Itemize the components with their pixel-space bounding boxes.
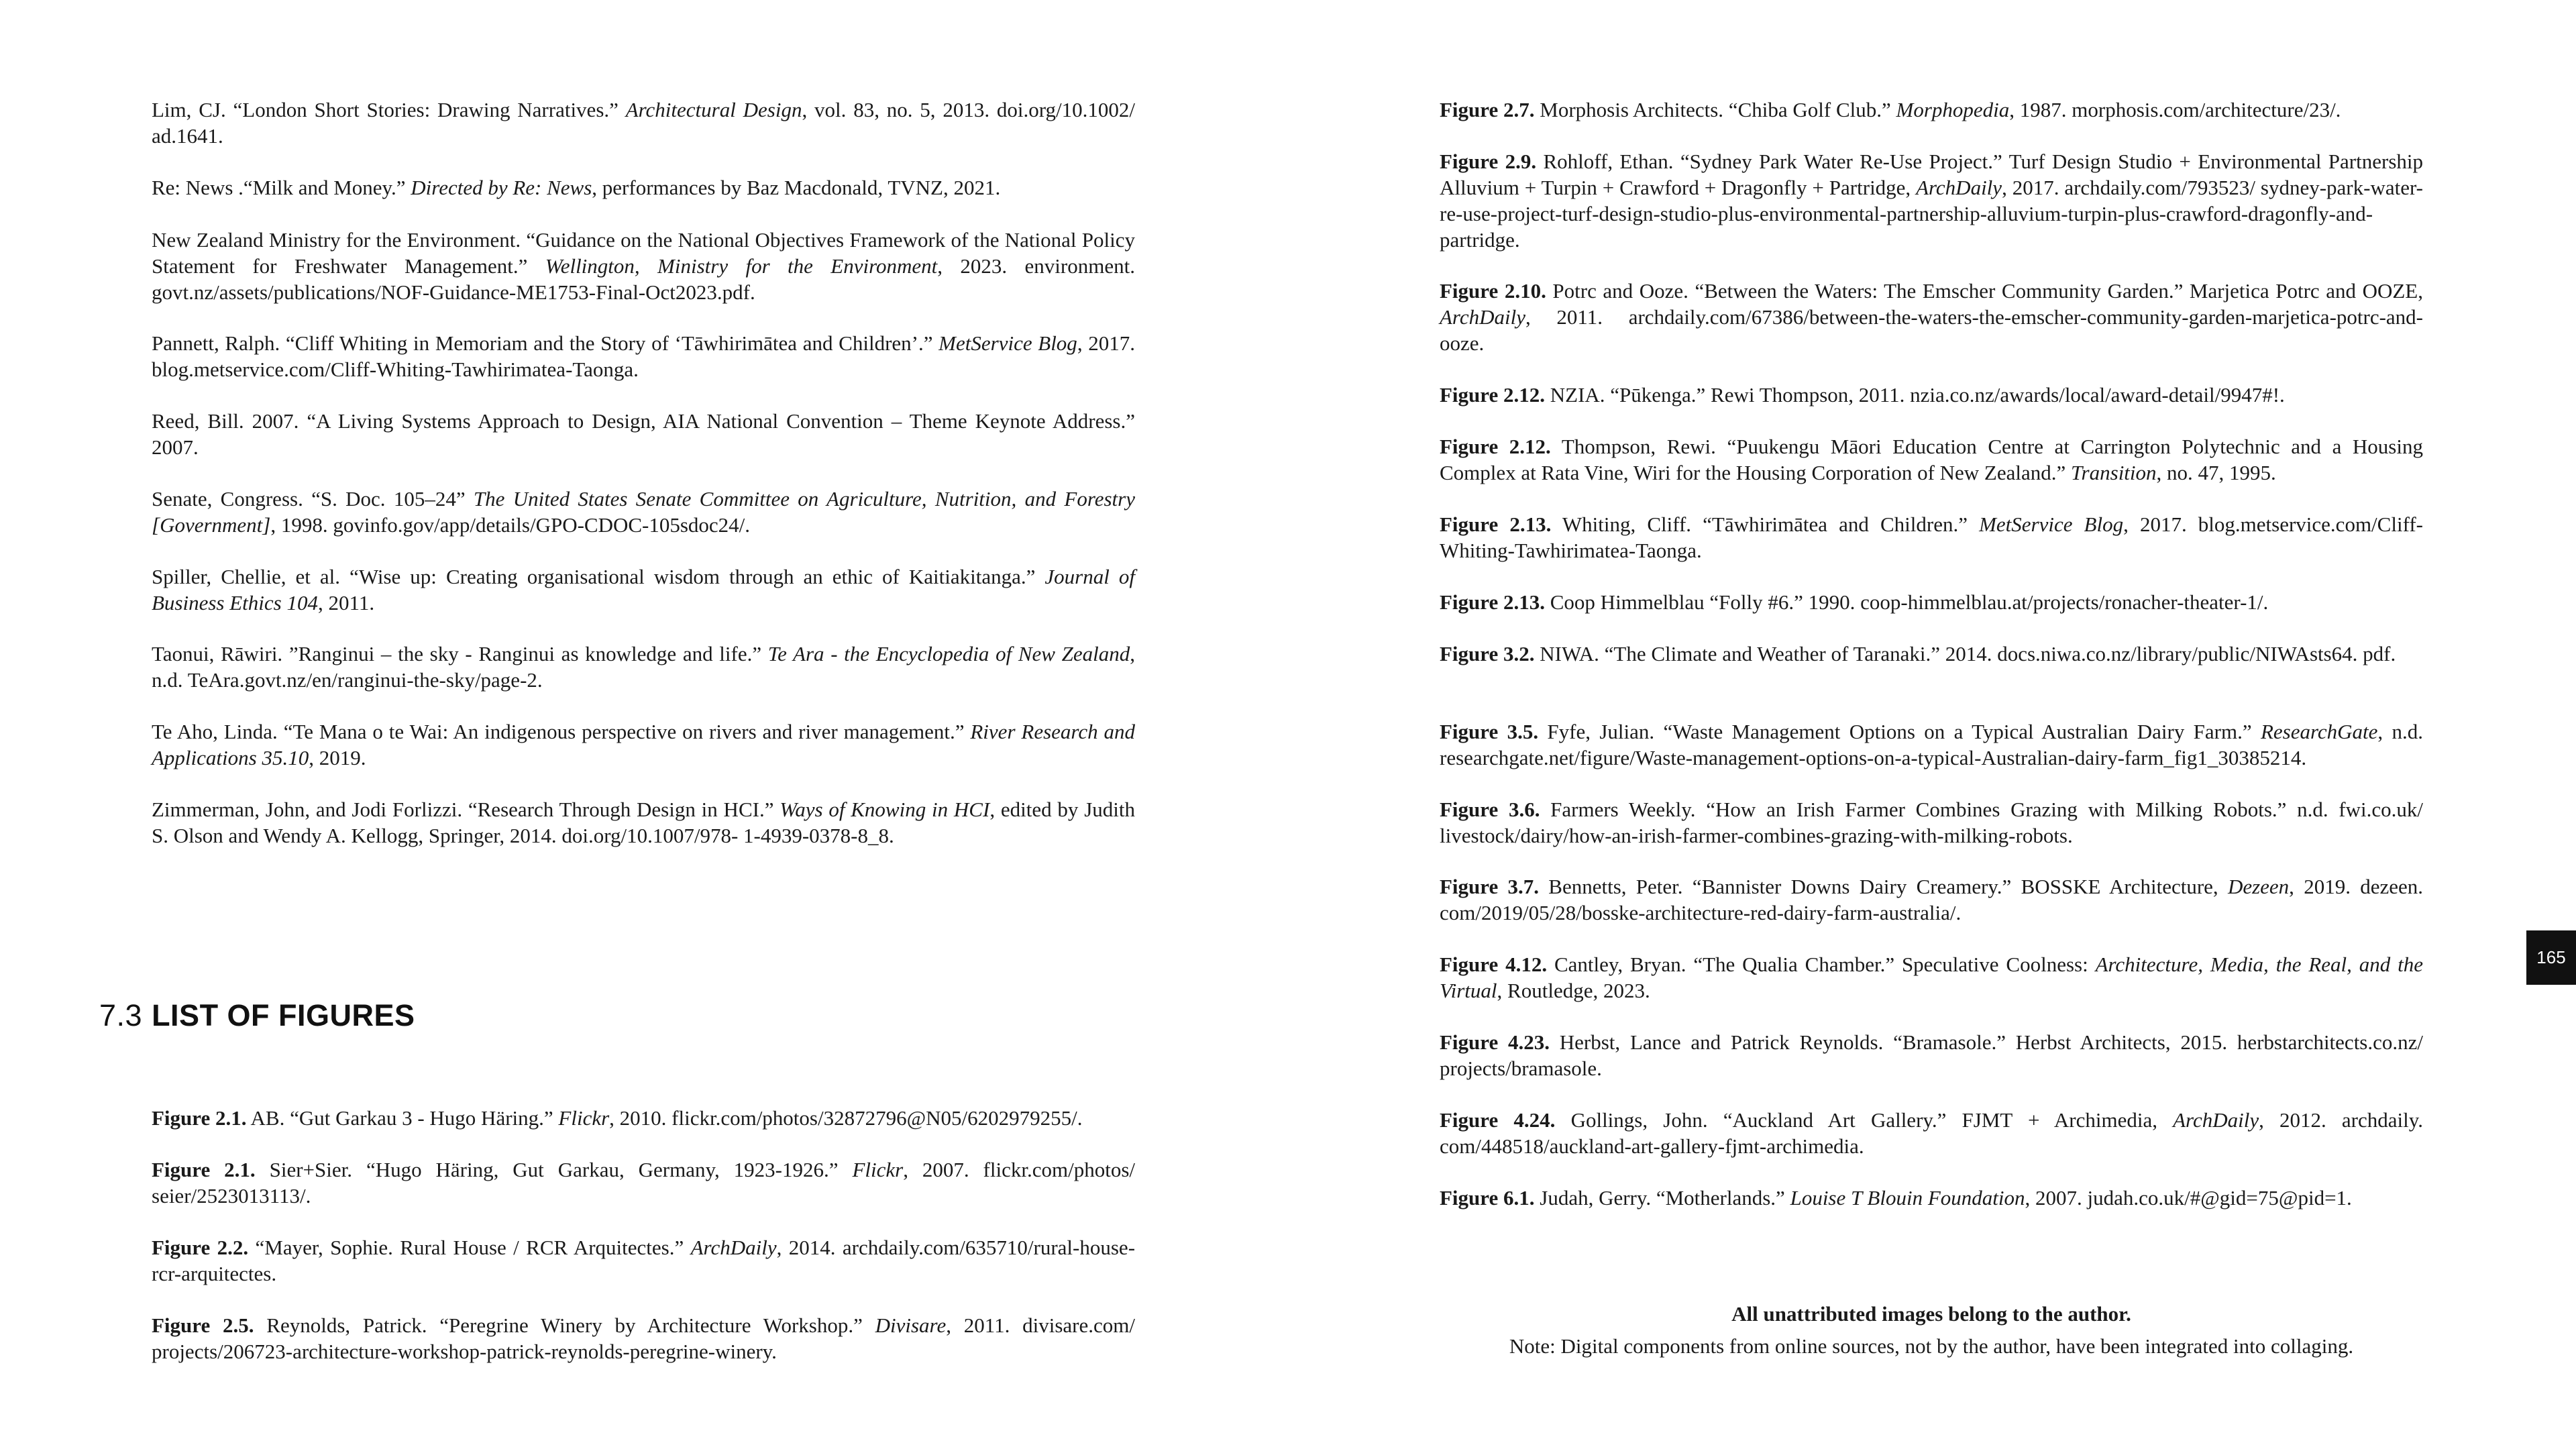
figure-entry (152, 1105, 1135, 1131)
page-number: 165 (2536, 947, 2566, 967)
entry-text: , vol. 83, no. 5, 2013. doi.org/10.1002/ ad.1641. (152, 98, 1136, 148)
reference-entry (152, 408, 1135, 460)
figure-entry (152, 1312, 1135, 1364)
entry-text: Morphosis Architects. “Chiba Golf Club.” (1534, 98, 1896, 121)
figure-label: Figure 3.6. (1440, 798, 1540, 821)
source-title: Transition (2071, 461, 2157, 484)
figure-label: Figure 4.12. (1440, 953, 1548, 976)
source-title: River Research and Applications 35.10 (152, 720, 1135, 769)
entry-text: Herbst, Lance and Patrick Reynolds. “Bramasole.” Herbst Architects, 2015. herbstarchitects.co.nz/ projects/bramasole. (1440, 1030, 2423, 1080)
entry-text: Whiting, Cliff. “Tāwhirimātea and Children.” (1551, 513, 1980, 536)
figure-entry (1440, 1029, 2423, 1081)
entry-text: Reynolds, Patrick. “Peregrine Winery by Architecture Workshop.” (254, 1313, 875, 1337)
figure-label: Figure 2.12. (1440, 435, 1551, 458)
figure-label: Figure 6.1. (1440, 1186, 1535, 1210)
figure-entry (1440, 148, 2423, 253)
entry-text: , 2010. flickr.com/photos/32872796@N05/6202979255/. (609, 1106, 1083, 1130)
reference-entry (152, 227, 1135, 305)
figure-label: Figure 2.13. (1440, 513, 1552, 536)
figure-entry (1440, 718, 2423, 771)
figure-label: Figure 2.9. (1440, 150, 1537, 173)
source-title: Louise T Blouin Foundation (1790, 1186, 2025, 1210)
entry-text: , 2007. judah.co.uk/#@gid=75@pid=1. (2025, 1186, 2352, 1210)
figure-entry (1440, 1107, 2423, 1159)
entry-text: , no. 47, 1995. (2156, 461, 2276, 484)
figure-entry (1440, 1185, 2423, 1211)
entry-text: , 2011. (318, 591, 375, 614)
figure-label: Figure 2.13. (1440, 590, 1545, 614)
source-title: Journal of Business Ethics 104 (152, 565, 1135, 614)
attribution-note: All unattributed images belong to the author. (1731, 1302, 2131, 1326)
footer-note (1440, 1298, 2423, 1362)
entry-text: AB. “Gut Garkau 3 - Hugo Häring.” (246, 1106, 559, 1130)
entry-text: Judah, Gerry. “Motherlands.” (1534, 1186, 1790, 1210)
entry-text: New Zealand Ministry for the Environment. “Guidance on the National Objectives Framework of the National Policy Statement for Freshwater Management.” (152, 228, 1135, 278)
figure-label: Figure 2.7. (1440, 98, 1535, 121)
entry-text: Reed, Bill. 2007. “A Living Systems Approach to Design, AIA National Convention – Theme Keynote Address.” 2007. (152, 409, 1135, 459)
entry-text: Coop Himmelblau “Folly #6.” 1990. coop-himmelblau.at/projects/ronacher-theater-1/. (1545, 590, 2269, 614)
entry-text: , performances by Baz Macdonald, TVNZ, 2021. (592, 176, 1001, 199)
entry-text: , 2012. archdaily. com/448518/auckland-art-gallery-fjmt-archimedia. (1440, 1108, 2423, 1158)
source-title: ArchDaily (1916, 176, 2002, 199)
figure-label: Figure 4.24. (1440, 1108, 1556, 1132)
figure-entry (1440, 433, 2423, 486)
entry-text: , 1998. govinfo.gov/app/details/GPO-CDOC-105sdoc24/. (270, 513, 751, 537)
figure-entry (1440, 97, 2423, 123)
entry-text: , 2011. archdaily.com/67386/between-the-waters-the-emscher-community-garden-marjetica-potrc-and-ooze. (1440, 305, 2423, 355)
entry-text: , 2017. blog.metservice.com/Cliff-Whiting-Tawhirimatea-Taonga. (1440, 513, 2423, 562)
entry-text: , 1987. morphosis.com/architecture/23/. (2009, 98, 2341, 121)
entry-text: NIWA. “The Climate and Weather of Taranaki.” 2014. docs.niwa.co.nz/library/public/NIWAsts64. pdf. (1534, 642, 2396, 665)
figure-label: Figure 2.10. (1440, 279, 1546, 303)
source-title: MetService Blog (938, 331, 1077, 355)
figure-entry (152, 1157, 1135, 1209)
entry-text: , 2019. dezeen. com/2019/05/28/bosske-architecture-red-dairy-farm-australia/. (1440, 875, 2423, 924)
source-title: Dezeen (2227, 875, 2290, 898)
entry-text: Fyfe, Julian. “Waste Management Options on a Typical Australian Dairy Farm.” (1538, 720, 2261, 743)
entry-text: , 2017. archdaily.com/793523/ sydney-park-water-re-use-project-turf-design-studio-plus-environmental-partnership-alluvium-turpin-plus-crawford-dragonfly-and-partridge. (1440, 176, 2423, 252)
entry-text: Lim, CJ. “London Short Stories: Drawing Narratives.” (152, 98, 626, 121)
source-title: Architectural Design (625, 98, 802, 121)
entry-text: Thompson, Rewi. “Puukengu Māori Education Centre at Carrington Polytechnic and a Housing Complex at Rata Vine, Wiri for the Housing Corporation of New Zealand.” (1440, 435, 2423, 484)
figure-label: Figure 3.5. (1440, 720, 1539, 743)
figure-label: Figure 3.2. (1440, 642, 1535, 665)
entry-text: , 2011. divisare.com/ projects/206723-architecture-workshop-patrick-reynolds-peregrine-winery. (152, 1313, 1135, 1363)
entry-text: Bennetts, Peter. “Bannister Downs Dairy Creamery.” BOSSKE Architecture, (1539, 875, 2228, 898)
digital-components-note: Note: Digital components from online sources, not by the author, have been integrated into collaging. (1509, 1334, 2354, 1358)
reference-entry (152, 174, 1135, 201)
reference-entry (152, 796, 1135, 849)
entry-text: Re: News .“Milk and Money.” (152, 176, 411, 199)
figure-entry (1440, 796, 2423, 849)
source-title: Architecture, Media, the Real, and the Virtual (1440, 953, 2424, 1002)
figure-label: Figure 2.12. (1440, 383, 1545, 407)
reference-entry (152, 564, 1135, 616)
source-title: MetService Blog (1979, 513, 2124, 536)
source-title: Divisare (875, 1313, 947, 1337)
source-title: Te Ara - the Encyclopedia of New Zealand (767, 642, 1130, 665)
entry-text: Senate, Congress. “S. Doc. 105–24” (152, 487, 474, 511)
reference-entry (152, 330, 1135, 382)
entry-text: Gollings, John. “Auckland Art Gallery.” FJMT + Archimedia, (1555, 1108, 2174, 1132)
entry-text: Te Aho, Linda. “Te Mana o te Wai: An indigenous perspective on rivers and river management.” (152, 720, 971, 743)
figure-entry (1440, 511, 2423, 564)
entry-text: , n.d. researchgate.net/figure/Waste-management-options-on-a-typical-Australian-dairy-farm_fig1_30385214. (1440, 720, 2423, 769)
reference-entry (152, 718, 1135, 771)
figure-entry (1440, 382, 2423, 408)
source-title: ArchDaily (690, 1236, 777, 1259)
entry-text: “Mayer, Sophie. Rural House / RCR Arquitectes.” (248, 1236, 691, 1259)
source-title: ResearchGate (2260, 720, 2378, 743)
entry-text: , n.d. TeAra.govt.nz/en/ranginui-the-sky/page-2. (152, 642, 1135, 692)
figure-label: Figure 2.1. (152, 1106, 247, 1130)
entry-text: , 2017. blog.metservice.com/Cliff-Whiting-Tawhirimatea-Taonga. (152, 331, 1135, 381)
entry-text: Taonui, Rāwiri. ”Ranginui – the sky - Ranginui as knowledge and life.” (152, 642, 768, 665)
figure-entry (1440, 589, 2423, 615)
source-title: Morphopedia (1896, 98, 2010, 121)
figure-entry (1440, 278, 2423, 356)
source-title: ArchDaily (2173, 1108, 2259, 1132)
source-title: Wellington, Ministry for the Environment (545, 254, 938, 278)
source-title: Ways of Knowing in HCI (780, 798, 990, 821)
entry-text: , Routledge, 2023. (1497, 979, 1650, 1002)
section-heading (99, 998, 415, 1033)
figure-label: Figure 2.1. (152, 1158, 256, 1181)
figure-label: Figure 4.23. (1440, 1030, 1550, 1054)
entry-text: , 2014. archdaily.com/635710/rural-house-rcr-arquitectes. (152, 1236, 1136, 1285)
source-title: Flickr (558, 1106, 610, 1130)
entry-text: NZIA. “Pūkenga.” Rewi Thompson, 2011. nzia.co.nz/awards/local/award-detail/9947#!. (1545, 383, 2285, 407)
entry-text: Sier+Sier. “Hugo Häring, Gut Garkau, Germany, 1923-1926.” (255, 1158, 853, 1181)
figure-entry (152, 1234, 1135, 1287)
entry-text: Zimmerman, John, and Jodi Forlizzi. “Research Through Design in HCI.” (152, 798, 780, 821)
section-number: 7.3 (99, 998, 143, 1032)
page-number-tab (2526, 930, 2576, 985)
entry-text: Farmers Weekly. “How an Irish Farmer Combines Grazing with Milking Robots.” n.d. fwi.co.uk/ livestock/dairy/how-an-irish-farmer-combines-grazing-with-milking-robots. (1440, 798, 2423, 847)
entry-text: Pannett, Ralph. “Cliff Whiting in Memoriam and the Story of ‘Tāwhirimātea and Children’.” (152, 331, 939, 355)
figure-label: Figure 3.7. (1440, 875, 1540, 898)
entry-text: Rohloff, Ethan. “Sydney Park Water Re-Use Project.” Turf Design Studio + Environmental Partnership Alluvium + Turpin + Crawford + Dragonfly + Partridge, (1440, 150, 2424, 199)
figure-label: Figure 2.5. (152, 1313, 254, 1337)
source-title: Directed by Re: News (411, 176, 592, 199)
source-title: The United States Senate Committee on Agriculture, Nutrition, and Forestry [Government] (152, 487, 1135, 537)
entry-text: , 2023. environment. govt.nz/assets/publications/NOF-Guidance-ME1753-Final-Oct2023.pdf. (152, 254, 1135, 304)
entry-text: Cantley, Bryan. “The Qualia Chamber.” Speculative Coolness: (1547, 953, 2096, 976)
entry-text: Potrc and Ooze. “Between the Waters: The Emscher Community Garden.” Marjetica Potrc and OOZE, (1546, 279, 2423, 303)
figure-entry (1440, 641, 2423, 667)
figure-label: Figure 2.2. (152, 1236, 249, 1259)
reference-entry (152, 97, 1135, 149)
reference-entry (152, 641, 1135, 693)
figure-entry (1440, 873, 2423, 926)
entry-text: , 2019. (309, 746, 366, 769)
reference-entry (152, 486, 1135, 538)
entry-text: , 2007. flickr.com/photos/ seier/2523013113/. (152, 1158, 1136, 1208)
source-title: ArchDaily (1440, 305, 1525, 329)
source-title: Flickr (852, 1158, 904, 1181)
section-title: LIST OF FIGURES (152, 998, 415, 1032)
entry-text: , edited by Judith S. Olson and Wendy A. Kellogg, Springer, 2014. doi.org/10.1007/978- 1-4939-0378-8_8. (152, 798, 1135, 847)
entry-text: Spiller, Chellie, et al. “Wise up: Creating organisational wisdom through an ethic of Kaitiakitanga.” (152, 565, 1045, 588)
figure-entry (1440, 951, 2423, 1004)
